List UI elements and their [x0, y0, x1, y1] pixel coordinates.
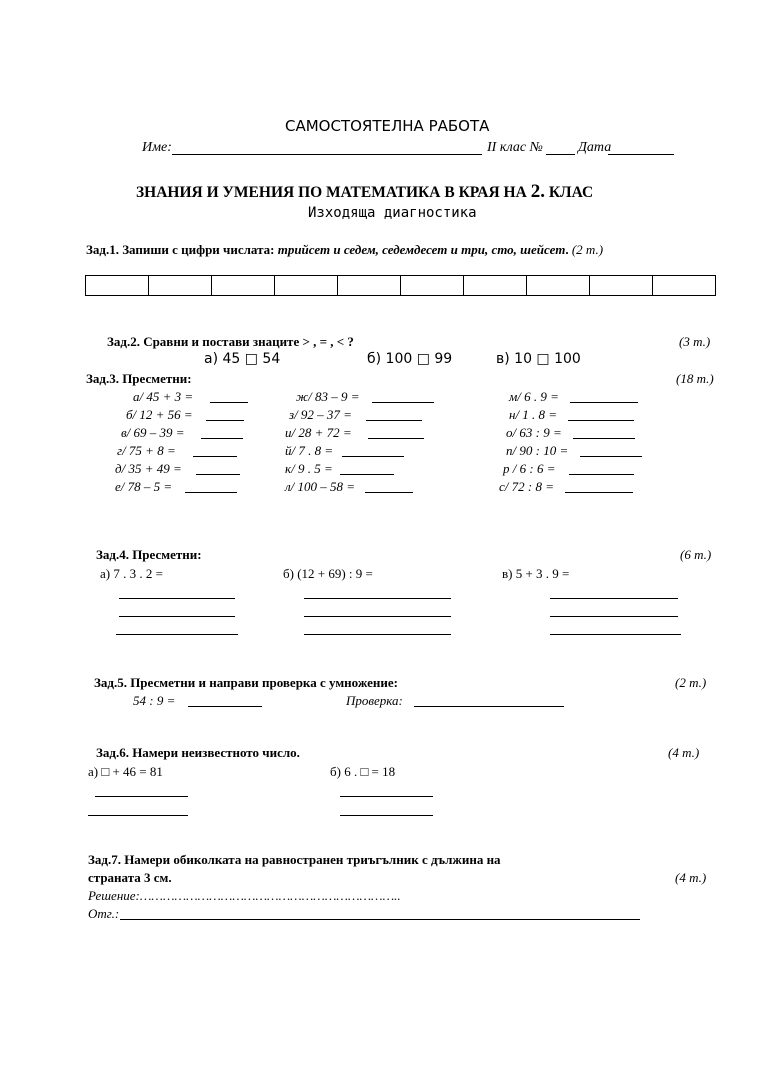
task6-label: Зад.6. Намери неизвестното число. — [96, 745, 300, 760]
main-heading-suffix: КЛАС — [548, 184, 594, 201]
task3-expression: к/ 9 . 5 = — [285, 461, 333, 476]
task6-item-b: б) 6 . □ = 18 — [330, 764, 396, 779]
task2-item-b: б) 100 □ 99 — [367, 351, 453, 367]
task1-heading — [86, 243, 603, 256]
task3-expression: о/ 63 : 9 = — [506, 425, 562, 440]
answer-cell[interactable] — [401, 276, 464, 296]
task7-solution — [88, 889, 401, 902]
answer-cell[interactable] — [275, 276, 338, 296]
task2-item-c: в) 10 □ 100 — [496, 351, 581, 367]
task6-answer-line[interactable] — [340, 815, 433, 816]
task4-answer-line[interactable] — [119, 616, 235, 617]
main-heading — [136, 182, 593, 201]
task5-check-label: Проверка: — [346, 693, 403, 708]
task5-expression: 54 : 9 = — [133, 693, 176, 708]
task5-points: (2 т.) — [675, 675, 707, 690]
task7-answer-line[interactable] — [120, 919, 640, 920]
task7-label-line1: Зад.7. Намери обиколката на равностранен триъгълник с дължина на — [88, 852, 501, 867]
task3-expression: й/ 7 . 8 = — [285, 443, 334, 458]
task7-points: (4 т.) — [675, 870, 707, 885]
answer-cell[interactable] — [653, 276, 716, 296]
task4-item-c: в) 5 + 3 . 9 = — [502, 566, 570, 581]
task3-expression: г/ 75 + 8 = — [117, 443, 176, 458]
task2-label: Зад.2. Сравни и постави знаците > , = , < ? — [107, 334, 354, 349]
task4-answer-line[interactable] — [550, 598, 678, 599]
task7-label-line2: страната 3 см. — [88, 870, 172, 885]
task3-answer-line[interactable] — [568, 420, 634, 421]
task4-item-a: а) 7 . 3 . 2 = — [100, 566, 163, 581]
task2-points: (3 т.) — [679, 334, 711, 349]
task3-expression: а/ 45 + 3 = — [133, 389, 194, 404]
task3-answer-line[interactable] — [185, 492, 237, 493]
date-label: Дата — [578, 140, 612, 155]
name-field[interactable] — [172, 154, 482, 155]
task3-answer-line[interactable] — [365, 492, 413, 493]
task1-answer-grid — [85, 275, 716, 296]
task3-answer-line[interactable] — [206, 420, 244, 421]
task3-expression: и/ 28 + 72 = — [285, 425, 352, 440]
subtitle: Изходяща диагностика — [308, 205, 477, 221]
task4-answer-line[interactable] — [304, 634, 451, 635]
task4-answer-line[interactable] — [119, 598, 235, 599]
task3-answer-line[interactable] — [366, 420, 422, 421]
task3-expression: в/ 69 – 39 = — [121, 425, 185, 440]
task1-dot: . — [565, 242, 569, 257]
task3-answer-line[interactable] — [196, 474, 240, 475]
name-label: Име: — [142, 140, 172, 155]
task3-expression: п/ 90 : 10 = — [506, 443, 569, 458]
class-label: II клас № — [487, 140, 543, 155]
task4-answer-line[interactable] — [116, 634, 238, 635]
task3-label: Зад.3. Пресметни: — [86, 371, 192, 386]
task4-answer-line[interactable] — [304, 616, 451, 617]
task3-answer-line[interactable] — [368, 438, 424, 439]
task3-answer-line[interactable] — [193, 456, 237, 457]
task3-answer-line[interactable] — [372, 402, 434, 403]
task1-numbers: трийсет и седем, седемдесет и три, сто, шейсет — [277, 242, 566, 257]
task3-answer-line[interactable] — [569, 474, 634, 475]
task3-expression: з/ 92 – 37 = — [289, 407, 352, 422]
task3-expression: д/ 35 + 49 = — [115, 461, 182, 476]
task3-expression: с/ 72 : 8 = — [499, 479, 554, 494]
task5-answer-line[interactable] — [188, 706, 262, 707]
task4-answer-line[interactable] — [550, 634, 681, 635]
task3-answer-line[interactable] — [570, 402, 638, 403]
task7-solution-label: Решение: — [88, 888, 140, 903]
task3-answer-line[interactable] — [340, 474, 394, 475]
date-field[interactable] — [608, 154, 674, 155]
answer-cell[interactable] — [338, 276, 401, 296]
task7-solution-dots[interactable]: ………………………………………………………….. — [139, 888, 401, 903]
task4-answer-line[interactable] — [304, 598, 451, 599]
task3-points: (18 т.) — [676, 371, 714, 386]
task6-answer-line[interactable] — [95, 796, 188, 797]
answer-cell[interactable] — [212, 276, 275, 296]
task4-points: (6 т.) — [680, 547, 712, 562]
task3-answer-line[interactable] — [580, 456, 642, 457]
answer-cell[interactable] — [86, 276, 149, 296]
task3-answer-line[interactable] — [565, 492, 633, 493]
task3-answer-line[interactable] — [210, 402, 248, 403]
task7-answer-label: Отг.: — [88, 906, 120, 921]
task1-label: Зад.1. Запиши с цифри числата: — [86, 242, 275, 257]
main-heading-number: 2. — [530, 181, 545, 202]
task3-expression: р / 6 : 6 = — [503, 461, 556, 476]
task3-answer-line[interactable] — [201, 438, 243, 439]
task6-item-a: а) □ + 46 = 81 — [88, 764, 163, 779]
task3-expression: н/ 1 . 8 = — [509, 407, 558, 422]
answer-cell[interactable] — [590, 276, 653, 296]
task5-label: Зад.5. Пресметни и направи проверка с умножение: — [94, 675, 398, 690]
task6-points: (4 т.) — [668, 745, 700, 760]
page-title: САМОСТОЯТЕЛНА РАБОТА — [285, 117, 490, 135]
task4-answer-line[interactable] — [550, 616, 678, 617]
task6-answer-line[interactable] — [88, 815, 188, 816]
task4-label: Зад.4. Пресметни: — [96, 547, 202, 562]
task3-answer-line[interactable] — [573, 438, 635, 439]
main-heading-text: ЗНАНИЯ И УМЕНИЯ ПО МАТЕМАТИКА В КРАЯ НА — [136, 184, 527, 201]
answer-cell[interactable] — [464, 276, 527, 296]
answer-cell[interactable] — [149, 276, 212, 296]
task6-answer-line[interactable] — [340, 796, 433, 797]
task3-expression: е/ 78 – 5 = — [115, 479, 173, 494]
task3-expression: м/ 6 . 9 = — [509, 389, 559, 404]
task3-expression: б/ 12 + 56 = — [126, 407, 193, 422]
task1-points: (2 т.) — [571, 242, 604, 257]
task4-item-b: б) (12 + 69) : 9 = — [283, 566, 373, 581]
task2-item-a: а) 45 □ 54 — [204, 351, 281, 367]
task3-expression: л/ 100 – 58 = — [285, 479, 356, 494]
answer-cell[interactable] — [527, 276, 590, 296]
class-number-field[interactable] — [546, 154, 575, 155]
task3-answer-line[interactable] — [342, 456, 404, 457]
task5-check-line[interactable] — [414, 706, 564, 707]
task3-expression: ж/ 83 – 9 = — [296, 389, 360, 404]
